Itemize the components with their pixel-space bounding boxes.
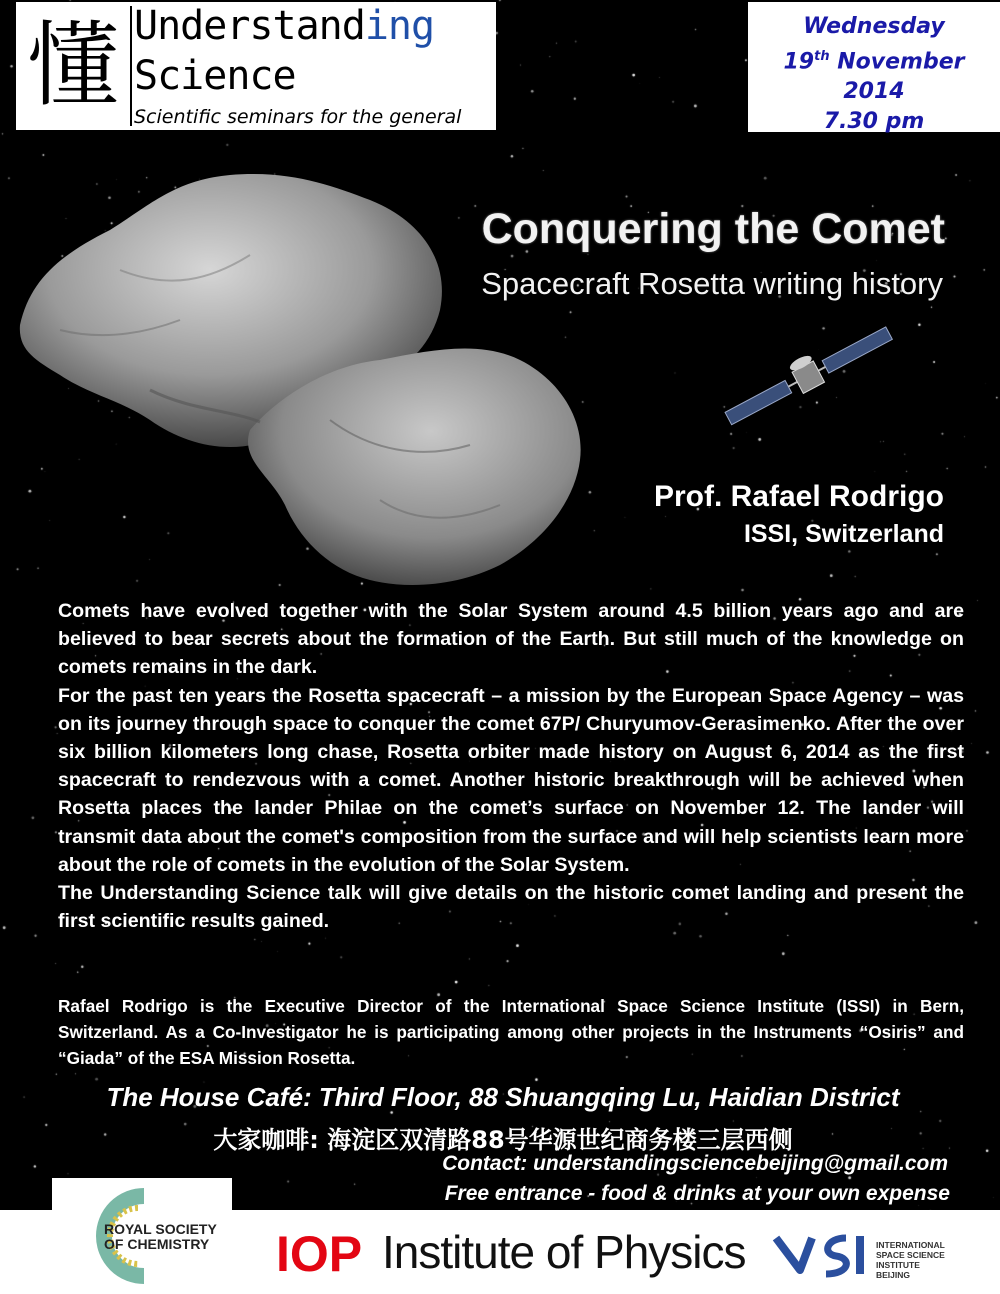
date-weekday: Wednesday [803,14,945,39]
issi-logo-icon [772,1230,872,1280]
event-date-box [748,2,1000,135]
talk-subtitle: Spacecraft Rosetta writing history [481,266,943,301]
logo-divider [130,6,132,126]
logo-tagline: Scientific seminars for the general public [134,106,462,150]
logo-chinese-character: 懂 [26,12,119,119]
issi-wordmark: INTERNATIONAL SPACE SCIENCE INSTITUTE BEIJING [876,1240,945,1280]
iop-logo-mark: IOP [276,1226,363,1282]
speaker-name: Prof. Rafael Rodrigo [653,480,944,513]
understanding-science-logo [16,2,496,150]
date-year: 2014 [843,79,905,105]
date-day-month: 19th November [783,49,965,75]
iop-logo-name: Institute of Physics [382,1226,746,1278]
speaker-bio-text: Rafael Rodrigo is the Executive Director of the International Space Science Institute (ISSI) in Bern, Switzerland. As a Co-Investigator he is participating among other projects in the Instruments “Osiris” and “Giada” of the ESA Mission Rosetta. [58,996,964,1068]
talk-description [58,597,964,935]
description-paragraph-1: Comets have evolved together with the Solar System around 4.5 billion years ago and are believed to bear secrets about the formation of the Earth. But still much of the knowledge on comets remains in the dark. [58,600,964,679]
speaker-bio [58,993,964,1071]
contact-email[interactable]: Contact: understandingsciencebeijing@gmail.com [442,1152,948,1175]
talk-title: Conquering the Comet [481,205,945,253]
logo-title-line1: Understanding [134,3,435,49]
speaker-affiliation: ISSI, Switzerland [743,520,944,548]
date-time: 7.30 pm [823,109,925,135]
venue-english: The House Café: Third Floor, 88 Shuangqing Lu, Haidian District [106,1082,900,1112]
description-paragraph-2: For the past ten years the Rosetta spacecraft – a mission by the European Space Agency – was on its journey through space to conquer the comet 67P/ Churyumov-Gerasimenko. After the over six billion kilometers long chase, Rosetta orbiter made history on August 6, 2014 as the first spacecraft to rendezvous with a comet. Another historic breakthrough will be achieved when Rosetta places the lander Philae on the comet’s surface on November 12. The lander will transmit data about the comet's composition from the surface and will help scientists learn more about the role of comets in the evolution of the Solar System. [58,684,964,876]
rsc-wordmark: ROYAL SOCIETY OF CHEMISTRY [104,1221,217,1252]
rosetta-spacecraft-image [715,318,905,430]
description-paragraph-3: The Understanding Science talk will give details on the historic comet landing and present the first scientific results gained. [58,882,964,933]
venue-chinese: 大家咖啡: 海淀区双清路88号华源世纪商务楼三层西侧 [213,1126,793,1154]
logo-title-line2: Science [134,53,296,99]
entrance-info: Free entrance - food & drinks at your own expense [444,1182,950,1205]
